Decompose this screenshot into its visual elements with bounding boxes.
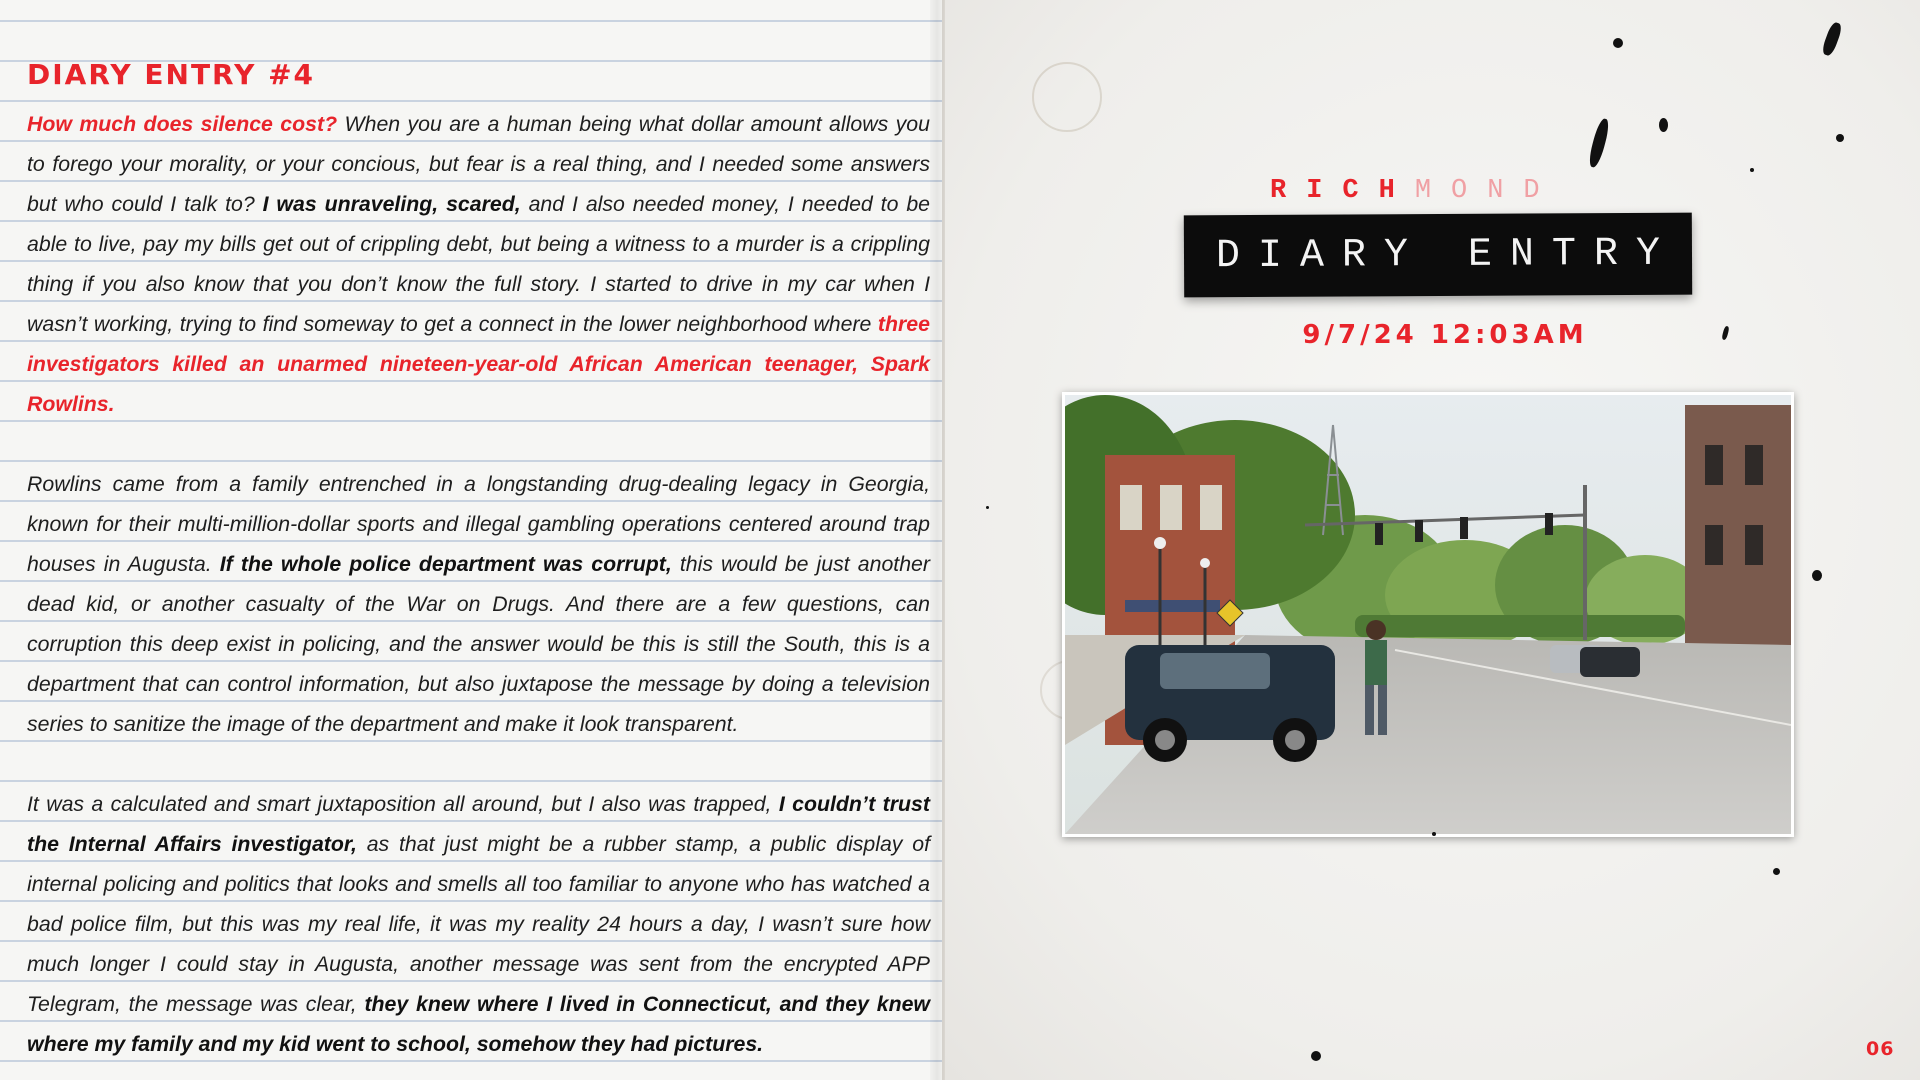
ink-splatter bbox=[1812, 570, 1822, 581]
diary-entry-banner bbox=[1184, 213, 1692, 298]
banner-title: DIARY ENTRY bbox=[1215, 231, 1679, 279]
text-run: this would be just another dead kid, or another casualty of the War on Drugs. And there are a few questions, can corruption this deep exist in policing, and the answer would be this is still the South, this is a department that can control information, but also juxtapose the message by doing a television series to sanitize the image of the department and make it look transparent. bbox=[27, 552, 930, 736]
ink-splatter bbox=[1750, 168, 1754, 172]
city-title-faded: MOND bbox=[1414, 176, 1560, 206]
ink-splatter bbox=[1432, 832, 1436, 836]
photo-illustration bbox=[1065, 395, 1791, 834]
ink-splatter bbox=[1613, 38, 1623, 48]
street-scene-photo bbox=[1062, 392, 1794, 837]
diary-body bbox=[27, 104, 930, 1064]
paragraph bbox=[27, 464, 930, 744]
highlight-red-text: How much does silence cost? bbox=[27, 112, 338, 136]
highlight-red-text: three investigators killed an unarmed nineteen-year-old African American teenager, Spark Rowlins. bbox=[27, 312, 930, 416]
highlight-bold-text: I couldn’t trust the Internal Affairs investigator, bbox=[27, 792, 930, 856]
coffee-stain bbox=[1032, 62, 1102, 132]
text-run: When you are a human being what dollar amount allows you to forego your morality, or your concious, but fear is a real thing, and I needed some answers but who could I talk to? bbox=[27, 112, 930, 216]
ink-splatter bbox=[1659, 118, 1668, 132]
city-title bbox=[1270, 176, 1560, 206]
ink-splatter bbox=[1311, 1051, 1321, 1061]
paragraph bbox=[27, 784, 930, 1064]
highlight-bold-text: If the whole police department was corrupt, bbox=[219, 552, 672, 576]
text-run: and I also needed money, I needed to be able to live, pay my bills get out of crippling debt, but being a witness to a murder is a crippling thing if you also know that you don’t know the full story. I started to drive in my car when I wasn’t working, trying to find someway to get a connect in the lower neighborhood where bbox=[27, 192, 931, 336]
entry-date: 9/7/24 12:03AM bbox=[1302, 320, 1588, 350]
text-run: as that just might be a rubber stamp, a public display of internal policing and politics that looks and smells all too familiar to anyone who has watched a bad police film, but this was my real life, it was my reality 24 hours a day, I wasn’t sure how much longer I could stay in Augusta, another message was sent from the encrypted APP Telegram, the message was clear, bbox=[27, 832, 930, 1016]
text-run: Rowlins came from a family entrenched in a longstanding drug-dealing legacy in Georgia, known for their multi-million-dollar sports and illegal gambling operations centered around trap houses in Augusta. bbox=[27, 472, 930, 576]
text-run: It was a calculated and smart juxtaposition all around, but I also was trapped, bbox=[27, 792, 779, 816]
ink-splatter bbox=[1773, 868, 1780, 875]
page-fold bbox=[930, 0, 944, 1080]
ink-splatter bbox=[986, 506, 989, 509]
ink-splatter bbox=[1836, 134, 1844, 142]
city-title-strong: RICH bbox=[1270, 176, 1415, 206]
highlight-bold-text: they knew where I lived in Connecticut, and they knew where my family and my kid went to school, somehow they had pictures. bbox=[27, 992, 930, 1056]
highlight-bold-text: I was unraveling, scared, bbox=[262, 192, 521, 216]
entry-heading: DIARY ENTRY #4 bbox=[27, 58, 316, 91]
paragraph bbox=[27, 104, 930, 424]
page-number: 06 bbox=[1866, 1038, 1895, 1060]
